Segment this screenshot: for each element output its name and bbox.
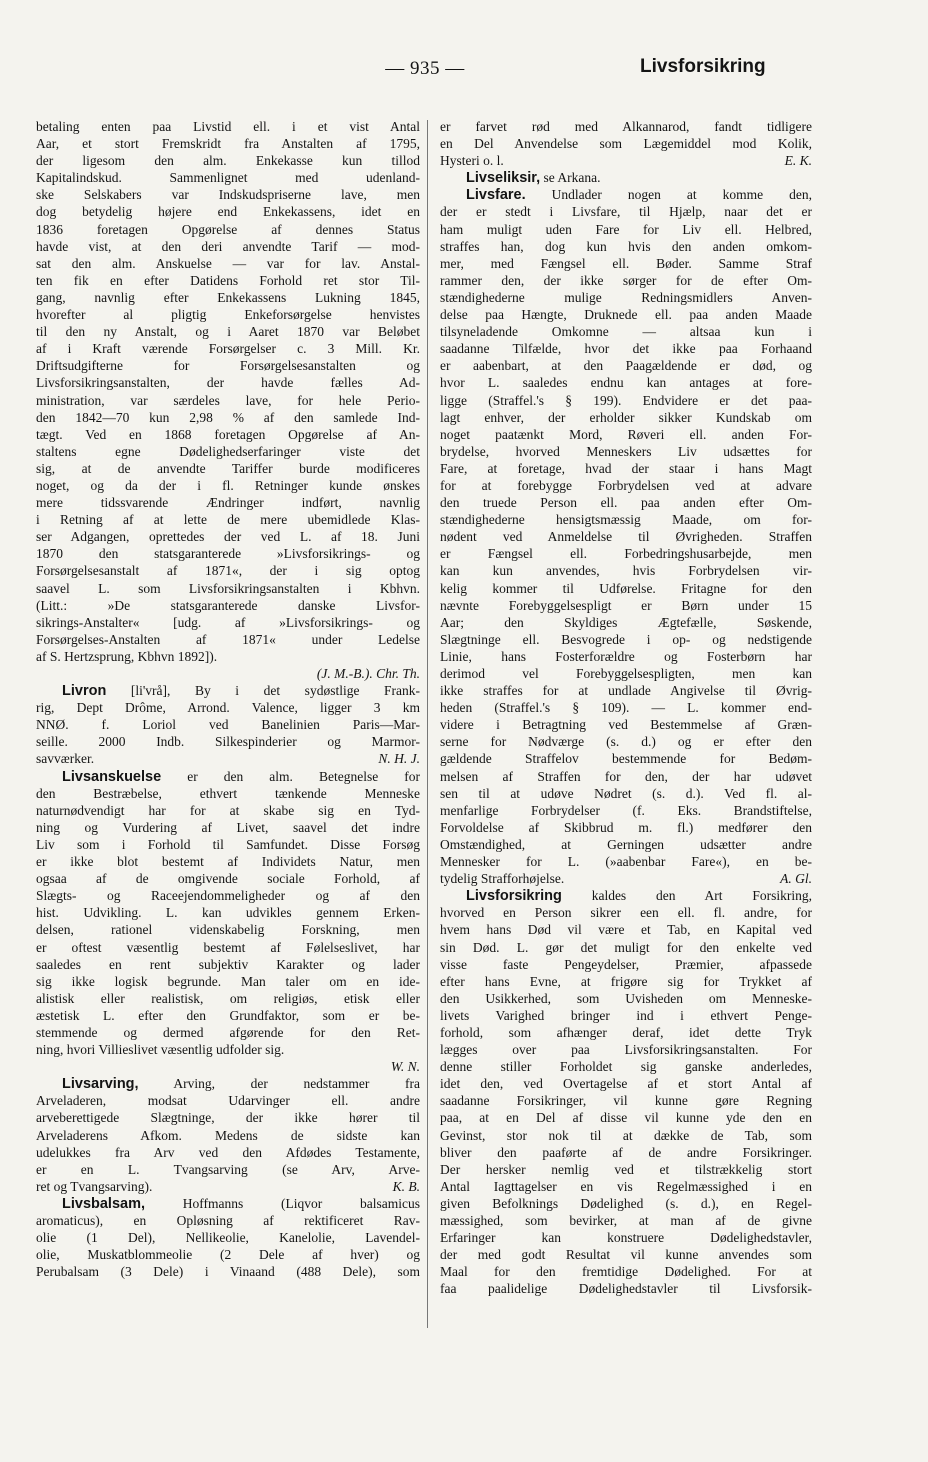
- line-text: savværker.: [36, 751, 95, 767]
- line-text: straffes han, dog kun hvis den anden omkom-: [440, 238, 812, 254]
- text-line: [36, 562, 420, 579]
- line-text: paa, at en Del af disse vil kunne yde den en: [440, 1110, 812, 1126]
- line-text: sin Død. L. gør det muligt for den enkelte ved: [440, 939, 812, 955]
- text-line: [440, 665, 812, 682]
- text-line: [36, 1229, 420, 1246]
- text-line: [440, 1109, 812, 1126]
- text-line: [440, 870, 812, 887]
- text-line: [440, 1280, 812, 1297]
- text-line: [36, 699, 420, 716]
- author-signature: N. H. J.: [378, 751, 420, 767]
- text-line: [440, 528, 812, 545]
- text-line: [440, 1212, 812, 1229]
- text-line: [36, 357, 420, 374]
- text-line: [36, 545, 420, 562]
- entry-headword-line: [36, 768, 420, 785]
- author-signature: K. B.: [392, 1178, 420, 1194]
- line-text: videre i Betragtning ved Bestemmelse af Græn-: [440, 717, 812, 733]
- headword: Livsanskuelse: [62, 768, 162, 785]
- line-text: denne stiller Forholdet sig ganske anderledes,: [440, 1059, 812, 1075]
- line-text: er Fængsel ell. Forbedringshusarbejde, men: [440, 546, 812, 562]
- text-line: [36, 340, 420, 357]
- line-text: (J. M.-B.). Chr. Th.: [316, 666, 420, 681]
- text-line: [36, 904, 420, 921]
- line-text: ning, hvori Villieslivet væsentlig udfolder sig.: [36, 1042, 285, 1058]
- line-text: W. N.: [390, 1059, 420, 1075]
- line-text: hvorefter al pligtig Enkeforsørgelse henvistes: [36, 307, 420, 323]
- text-line: [36, 1041, 420, 1058]
- line-text: nævnte Forebyggelsespligt er Børn under 15: [440, 597, 812, 613]
- line-text: ser Adgangen, oprettedes der ved L. af 18. Juni: [36, 529, 420, 545]
- text-line: [440, 203, 812, 220]
- text-line: [440, 221, 812, 238]
- line-text: ske Selskabers var Indskudspriserne lave, men: [36, 187, 420, 203]
- line-text: gældende Straffelov bestemmende for Bedøm-: [440, 751, 812, 767]
- text-line: [36, 597, 420, 614]
- line-text: er den alm. Betegnelse for: [161, 768, 420, 784]
- text-line: [36, 1007, 420, 1024]
- text-line: [36, 528, 420, 545]
- line-text: Liv som i Forhold til Samfundet. Disse Forsøg: [36, 836, 420, 852]
- text-line: [36, 716, 420, 733]
- line-text: den Bestræbelse, ethvert tænkende Menneske: [36, 785, 420, 801]
- line-text: Forsørgelsesanstalt af 1871«, der i sig optog: [36, 563, 420, 579]
- headword: Livsarving,: [62, 1076, 139, 1093]
- text-line: [440, 460, 812, 477]
- text-line: [36, 323, 420, 340]
- line-text: sig ikke logisk begrunde. Man taler om en ide-: [36, 973, 420, 989]
- line-text: staltens egne Dødelighedserfaringer viste det: [36, 443, 420, 459]
- line-text: NNØ. f. Loriol ved Banelinien Paris—Mar-: [36, 717, 420, 733]
- line-text: æstetisk L. efter den Grundfaktor, som er be-: [36, 1007, 420, 1023]
- line-text: til den ny Anstalt, og i Aaret 1870 var Beløbet: [36, 324, 420, 340]
- text-line: [440, 1092, 812, 1109]
- text-line: [440, 802, 812, 819]
- line-text: hvorved en Person sikrer een ell. fl. andre, for: [440, 905, 812, 921]
- text-line: [36, 648, 420, 665]
- text-line: [440, 426, 812, 443]
- text-line: [440, 1195, 812, 1212]
- text-line: [440, 853, 812, 870]
- line-text: er aabenbart, at den Paagældende er død, og: [440, 358, 812, 374]
- text-line: [440, 973, 812, 990]
- line-text: Hysteri o. l.: [440, 153, 504, 169]
- line-text: seille. 2000 Indb. Silkespinderier og Marmor-: [36, 734, 420, 750]
- line-text: sat den alm. Anskuelse — var for lav. Anstal-: [36, 255, 420, 271]
- line-text: olie, Muskatblommeolie (2 Dele af hver) og: [36, 1247, 420, 1263]
- text-line: [440, 340, 812, 357]
- line-text: ikke straffes for at undlade Angivelse til Øvrig-: [440, 683, 812, 699]
- line-text: efter hans Evne, at frigøre sig for Trykket af: [440, 973, 812, 989]
- text-line: [440, 1127, 812, 1144]
- entry-headword-line: [440, 887, 812, 904]
- text-line: [36, 289, 420, 306]
- line-text: er oftest væsentlig bestemt af Følelseslivet, har: [36, 939, 420, 955]
- text-line: [36, 973, 420, 990]
- text-line: [440, 1075, 812, 1092]
- text-line: [36, 203, 420, 220]
- line-text: Kapitalindskud. Sammenlignet med udenland-: [36, 170, 420, 186]
- text-line: [36, 1212, 420, 1229]
- text-line: [36, 580, 420, 597]
- text-line: [36, 750, 420, 767]
- text-line: [440, 956, 812, 973]
- line-text: der med godt Resultat vil kunne anvendes som: [440, 1247, 812, 1263]
- text-line: [36, 186, 420, 203]
- text-line: [36, 169, 420, 186]
- text-line: [440, 1246, 812, 1263]
- line-text: Erfaringer kan konstruere Dødelighedstavler,: [440, 1230, 812, 1246]
- author-signature: [36, 1058, 420, 1075]
- line-text: Aar; den Skyldiges Ægtefælle, Søskende,: [440, 614, 812, 630]
- line-text: 1836 foretagen Opgørelse af dennes Status: [36, 221, 420, 237]
- text-line: [36, 802, 420, 819]
- text-line: [36, 887, 420, 904]
- line-text: stemmende og dermed afgørende for den Ret-: [36, 1024, 420, 1040]
- text-line: [440, 597, 812, 614]
- page-header: [0, 58, 928, 88]
- line-text: brydelse, hvorved Menneskers Liv udsættes for: [440, 443, 812, 459]
- text-line: [440, 1144, 812, 1161]
- line-text: Hoffmanns (Liqvor balsamicus: [145, 1195, 420, 1211]
- line-text: ret og Tvangsarving).: [36, 1178, 153, 1194]
- line-text: saaledes en rent subjektiv Karakter og lader: [36, 956, 420, 972]
- line-text: sig, at de anvendte Tariffer burde modificeres: [36, 460, 420, 476]
- line-text: tægt. Ved en 1868 foretagen Opgørelse af An-: [36, 426, 420, 442]
- line-text: er en L. Tvangsarving (se Arv, Arve-: [36, 1161, 420, 1177]
- line-text: mæssighed, som bevirker, at man af de givne: [440, 1213, 812, 1228]
- text-line: [36, 511, 420, 528]
- line-text: af S. Hertzsprung, Kbhvn 1892]).: [36, 648, 218, 664]
- text-line: [36, 494, 420, 511]
- text-line: [36, 819, 420, 836]
- line-text: Slægts- og Raceejendommeligheder og af den: [36, 888, 420, 904]
- text-line: [36, 409, 420, 426]
- line-text: Omstændighed, at Gerningen udsætter andre: [440, 836, 812, 852]
- line-text: 1870 den statsgaranterede »Livsforsikrings- og: [36, 546, 420, 562]
- line-text: der ligesom den alm. Enkekasse kun tillod: [36, 153, 420, 169]
- text-line: [36, 1161, 420, 1178]
- line-text: derimod vel Forebyggelsespligten, men kan: [440, 666, 812, 681]
- headword: Livsforsikring: [466, 888, 562, 905]
- line-text: faa paalidelige Dødelighedstavler til Livsforsik-: [440, 1281, 812, 1297]
- line-text: af i Kraft værende Forsørgelser c. 3 Mill. Kr.: [36, 341, 420, 357]
- line-text: Gevinst, stor nok til at dække de Tab, som: [440, 1127, 812, 1143]
- text-line: [440, 562, 812, 579]
- right-column: [440, 118, 812, 1297]
- text-line: [440, 904, 812, 921]
- line-text: Arveladeren, modsat Udarvinger ell. andre: [36, 1093, 420, 1109]
- text-line: [440, 1229, 812, 1246]
- left-column: [36, 118, 420, 1280]
- text-line: [36, 785, 420, 802]
- text-line: [440, 443, 812, 460]
- line-text: lagt enhver, der erholder sikker Kundskab om: [440, 409, 812, 425]
- text-line: [36, 1127, 420, 1144]
- entry-headword-line: [36, 682, 420, 699]
- line-text: kaldes den Art Forsikring,: [561, 888, 812, 904]
- text-line: [440, 631, 812, 648]
- line-text: nødent ved Anmeldelse til Øvrigheden. Straffen: [440, 529, 812, 545]
- line-text: der er stedt i Livsfare, til Hjælp, naar det er: [440, 204, 812, 220]
- line-text: arveberettigede Slægtninge, der ikke hører til: [36, 1110, 420, 1126]
- line-text: forhold, som afhænger deraf, idet dette Tryk: [440, 1024, 812, 1040]
- text-line: [440, 1263, 812, 1280]
- line-text: den 1842—70 kun 2,98 % af den samlede Ind-: [36, 409, 420, 425]
- line-text: udelukkes fra Arv ved den Afdødes Testamente,: [36, 1144, 420, 1160]
- text-line: [36, 1246, 420, 1263]
- text-line: [440, 289, 812, 306]
- line-text: den Usikkerhed, som Uvisheden om Menneske-: [440, 990, 812, 1006]
- line-text: Slægtninge ell. Besvogrede i op- og nedstigende: [440, 631, 812, 647]
- entry-headword-line: [36, 1075, 420, 1092]
- text-line: [440, 1161, 812, 1178]
- text-line: [440, 409, 812, 426]
- text-line: [440, 135, 812, 152]
- running-head: Livsforsikring: [640, 56, 766, 77]
- text-line: [36, 939, 420, 956]
- text-line: [440, 238, 812, 255]
- line-text: (Litt.: »De statsgaranterede danske Livsfor-: [36, 597, 420, 613]
- text-line: [440, 357, 812, 374]
- line-text: ham muligt uden Fare for Liv ell. Helbred,: [440, 221, 812, 237]
- line-text: hvor L. saaledes endnu kan antages at fore-: [440, 375, 812, 391]
- text-line: [440, 939, 812, 956]
- line-text: ministration, var særdeles lave, for hele Perio-: [36, 392, 420, 408]
- text-line: [440, 819, 812, 836]
- text-line: [36, 1024, 420, 1041]
- text-line: [440, 1007, 812, 1024]
- text-line: [36, 853, 420, 870]
- line-text: idet den, ved Overtagelse af et stort Antal af: [440, 1076, 812, 1092]
- text-line: [440, 614, 812, 631]
- line-text: stændighederne mulige Redningsmidlers Anven-: [440, 289, 812, 305]
- text-line: [36, 392, 420, 409]
- text-line: [36, 238, 420, 255]
- text-line: [36, 135, 420, 152]
- text-line: [36, 921, 420, 938]
- line-text: Maal for den fremtidige Dødelighed. For at: [440, 1264, 812, 1280]
- line-text: Fare, at foretage, hvad der staar i hans Magt: [440, 460, 812, 476]
- line-text: Aar, et stort Fremskridt fra Anstalten af 1795,: [36, 136, 420, 152]
- headword: Livron: [62, 683, 107, 700]
- text-line: [440, 374, 812, 391]
- text-line: [36, 1263, 420, 1280]
- text-line: [440, 921, 812, 938]
- line-text: Undlader nogen at komme den,: [525, 187, 812, 203]
- text-line: [36, 374, 420, 391]
- text-line: [440, 836, 812, 853]
- line-text: noget paatænkt Mord, Røveri ell. anden For-: [440, 426, 812, 442]
- line-text: er farvet rød med Alkannarod, fandt tidligere: [440, 119, 812, 134]
- entry-headword-line: [440, 169, 812, 186]
- line-text: en Del Anvendelse som Lægemiddel mod Kolik,: [440, 136, 812, 152]
- text-line: [440, 750, 812, 767]
- text-line: [440, 255, 812, 272]
- line-text: hist. Udvikling. L. kan udvikles gennem Erken-: [36, 905, 420, 921]
- text-line: [36, 221, 420, 238]
- line-text: alistisk eller realistisk, om religiøs, etisk eller: [36, 990, 420, 1006]
- text-line: [36, 733, 420, 750]
- line-text: gang, navnlig efter Enkekassens Lukning 1845,: [36, 289, 420, 305]
- line-text: lægges over paa Livsforsikringsanstalten. For: [440, 1042, 812, 1058]
- line-text: sikrings-Anstalter« [udg. af »Livsforsikrings- og: [36, 614, 420, 630]
- text-line: [36, 870, 420, 887]
- text-line: [36, 1144, 420, 1161]
- line-text: aromaticus), en Opløsning af rektificeret Rav-: [36, 1213, 420, 1228]
- line-text: livets Varighed bringer ind i ethvert Penge-: [440, 1007, 812, 1023]
- line-text: tilsyneladende Omkomne — altsaa kun i: [440, 324, 812, 340]
- text-line: [440, 152, 812, 169]
- line-text: for at forebygge Forbrydelsen ved at advare: [440, 477, 812, 493]
- headword: Livsbalsam,: [62, 1195, 146, 1212]
- line-text: ogsaa af de omgivende sociale Forhold, af: [36, 871, 420, 887]
- text-line: [36, 956, 420, 973]
- line-text: rammer den, der ikke sørger for de efter Om-: [440, 272, 812, 288]
- text-line: [36, 1092, 420, 1109]
- text-line: [440, 768, 812, 785]
- line-text: Der hersker nemlig ved et tilstrækkelig stort: [440, 1161, 812, 1177]
- text-line: [440, 785, 812, 802]
- text-line: [36, 255, 420, 272]
- line-text: Mennesker for L. (»aabenbar Fare«), en be-: [440, 854, 812, 870]
- text-line: [36, 272, 420, 289]
- author-signature: [36, 665, 420, 682]
- text-line: [36, 990, 420, 1007]
- line-text: mere tidssvarende Ændringer indført, navnlig: [36, 495, 420, 511]
- line-text: betaling enten paa Livstid ell. i et vist Antal: [36, 119, 420, 134]
- text-line: [36, 477, 420, 494]
- text-line: [440, 306, 812, 323]
- line-text: Arving, der nedstammer fra: [138, 1076, 420, 1092]
- text-line: [36, 1178, 420, 1195]
- headword: Livsfare.: [466, 187, 526, 204]
- text-line: [440, 272, 812, 289]
- line-text: kelig kommer til Udførelse. Fritagne for den: [440, 580, 812, 596]
- line-text: saadanne Tilfælde, hvor det ikke paa Forhaand: [440, 341, 812, 357]
- line-text: Perubalsam (3 Dele) i Vinaand (488 Dele), som: [36, 1264, 420, 1280]
- page-number: — 935 —: [385, 58, 465, 79]
- line-text: serne for Nødværge (s. d.) og er efter den: [440, 734, 812, 750]
- line-text: sen til at udøve Nødret (s. d.). Ved fl. al-: [440, 785, 812, 801]
- author-signature: E. K.: [784, 153, 812, 169]
- text-line: [36, 614, 420, 631]
- line-text: ligge (Straffel.'s § 199). Endvidere er det paa-: [440, 392, 812, 408]
- line-text: visse faste Pengeydelser, Præmier, afpassede: [440, 956, 812, 972]
- text-line: [440, 477, 812, 494]
- text-line: [36, 306, 420, 323]
- text-line: [440, 392, 812, 409]
- text-line: [440, 990, 812, 1007]
- line-text: saavel L. som Livsforsikringsanstalten i Kbhvn.: [36, 580, 420, 596]
- line-text: Arveladerens Afkom. Medens de sidste kan: [36, 1127, 420, 1143]
- text-line: [36, 836, 420, 853]
- line-text: naturnødvendigt har for at skabe sig en Tyd-: [36, 802, 420, 818]
- line-text: kan kun anvendes, hvis Forbrydelsen vir-: [440, 563, 812, 579]
- text-line: [440, 511, 812, 528]
- entry-headword-line: [36, 1195, 420, 1212]
- headword: Livseliksir,: [466, 170, 541, 187]
- text-line: [36, 426, 420, 443]
- text-line: [36, 631, 420, 648]
- line-text: saadanne Forsikringer, vil kunne gøre Regning: [440, 1093, 812, 1109]
- line-text: given Befolknings Dødelighed (s. d.), en Regel-: [440, 1195, 812, 1211]
- text-line: [440, 648, 812, 665]
- line-text: havde vist, at den deri anvendte Tarif — mod-: [36, 238, 420, 254]
- line-text: ning og Vurdering af Livet, saavel det indre: [36, 819, 420, 835]
- line-text: rig, Dept Drôme, Arrond. Valence, ligger 3 km: [36, 700, 420, 716]
- line-text: melsen af Straffen for den, der har udøvet: [440, 768, 812, 784]
- text-line: [440, 1024, 812, 1041]
- line-text: [li'vrå], By i det sydøstlige Frank-: [106, 683, 420, 699]
- line-text: dog betydelig højere end Enkekassens, idet en: [36, 204, 420, 220]
- line-text: Antal Iagttagelser en vis Regelmæssighed i en: [440, 1178, 812, 1194]
- line-text: olie (1 Del), Nellikeolie, Kanelolie, Lavendel-: [36, 1230, 420, 1246]
- line-text: menfarlige Forbrydelser (f. Eks. Brandstiftelse,: [440, 802, 812, 818]
- text-line: [36, 152, 420, 169]
- text-line: [440, 716, 812, 733]
- text-line: [440, 494, 812, 511]
- text-line: [36, 1109, 420, 1126]
- text-line: [36, 443, 420, 460]
- entry-headword-line: [440, 186, 812, 203]
- text-line: [440, 733, 812, 750]
- text-line: [36, 118, 420, 135]
- line-text: delse paa Hængte, Druknede ell. paa anden Maade: [440, 307, 812, 323]
- line-text: hvem hans Død vil være et Tab, en Kapital ved: [440, 922, 812, 938]
- text-line: [440, 1178, 812, 1195]
- line-text: Driftsudgifterne for Forsørgelsesanstalten og: [36, 358, 420, 374]
- line-text: se Arkana.: [540, 170, 601, 186]
- line-text: Linie, hans Fosterforældre og Fosterbørn har: [440, 648, 812, 664]
- line-text: mer, med Fængsel ell. Bøder. Samme Straf: [440, 255, 812, 271]
- line-text: Forvoldelse af Skibbrud m. fl.) medfører den: [440, 819, 812, 835]
- text-line: [440, 545, 812, 562]
- line-text: delsen, rationel videnskabelig Forskning, men: [36, 922, 420, 938]
- text-line: [440, 580, 812, 597]
- text-line: [440, 699, 812, 716]
- column-divider: [427, 120, 428, 1328]
- text-line: [440, 1041, 812, 1058]
- line-text: heden (Straffel.'s § 109). — L. kommer end-: [440, 700, 812, 716]
- line-text: ten fik en efter Datidens Forhold ret stor Til-: [36, 272, 420, 288]
- line-text: tydelig Strafforhøjelse.: [440, 871, 565, 887]
- line-text: Forsørgelses-Anstalten af 1871« under Ledelse: [36, 631, 420, 647]
- line-text: den truede Person ell. paa anden efter Om-: [440, 495, 812, 511]
- line-text: bliver den paaførte af de andre Forsikringer.: [440, 1144, 812, 1160]
- line-text: i Retning af at lette de mere ubemidlede Klas-: [36, 512, 420, 528]
- line-text: Livsforsikringsanstalten, der havde fælles Ad-: [36, 375, 420, 391]
- text-line: [440, 118, 812, 135]
- text-line: [440, 323, 812, 340]
- line-text: noget, og da der i fl. Retninger kunde ønskes: [36, 477, 420, 493]
- line-text: er ikke blot bestemt af Individets Natur, men: [36, 854, 420, 870]
- text-line: [36, 460, 420, 477]
- author-signature: A. Gl.: [780, 871, 812, 887]
- line-text: stændighederne hensigtsmæssig Maade, om for-: [440, 512, 812, 528]
- text-line: [440, 682, 812, 699]
- text-line: [440, 1058, 812, 1075]
